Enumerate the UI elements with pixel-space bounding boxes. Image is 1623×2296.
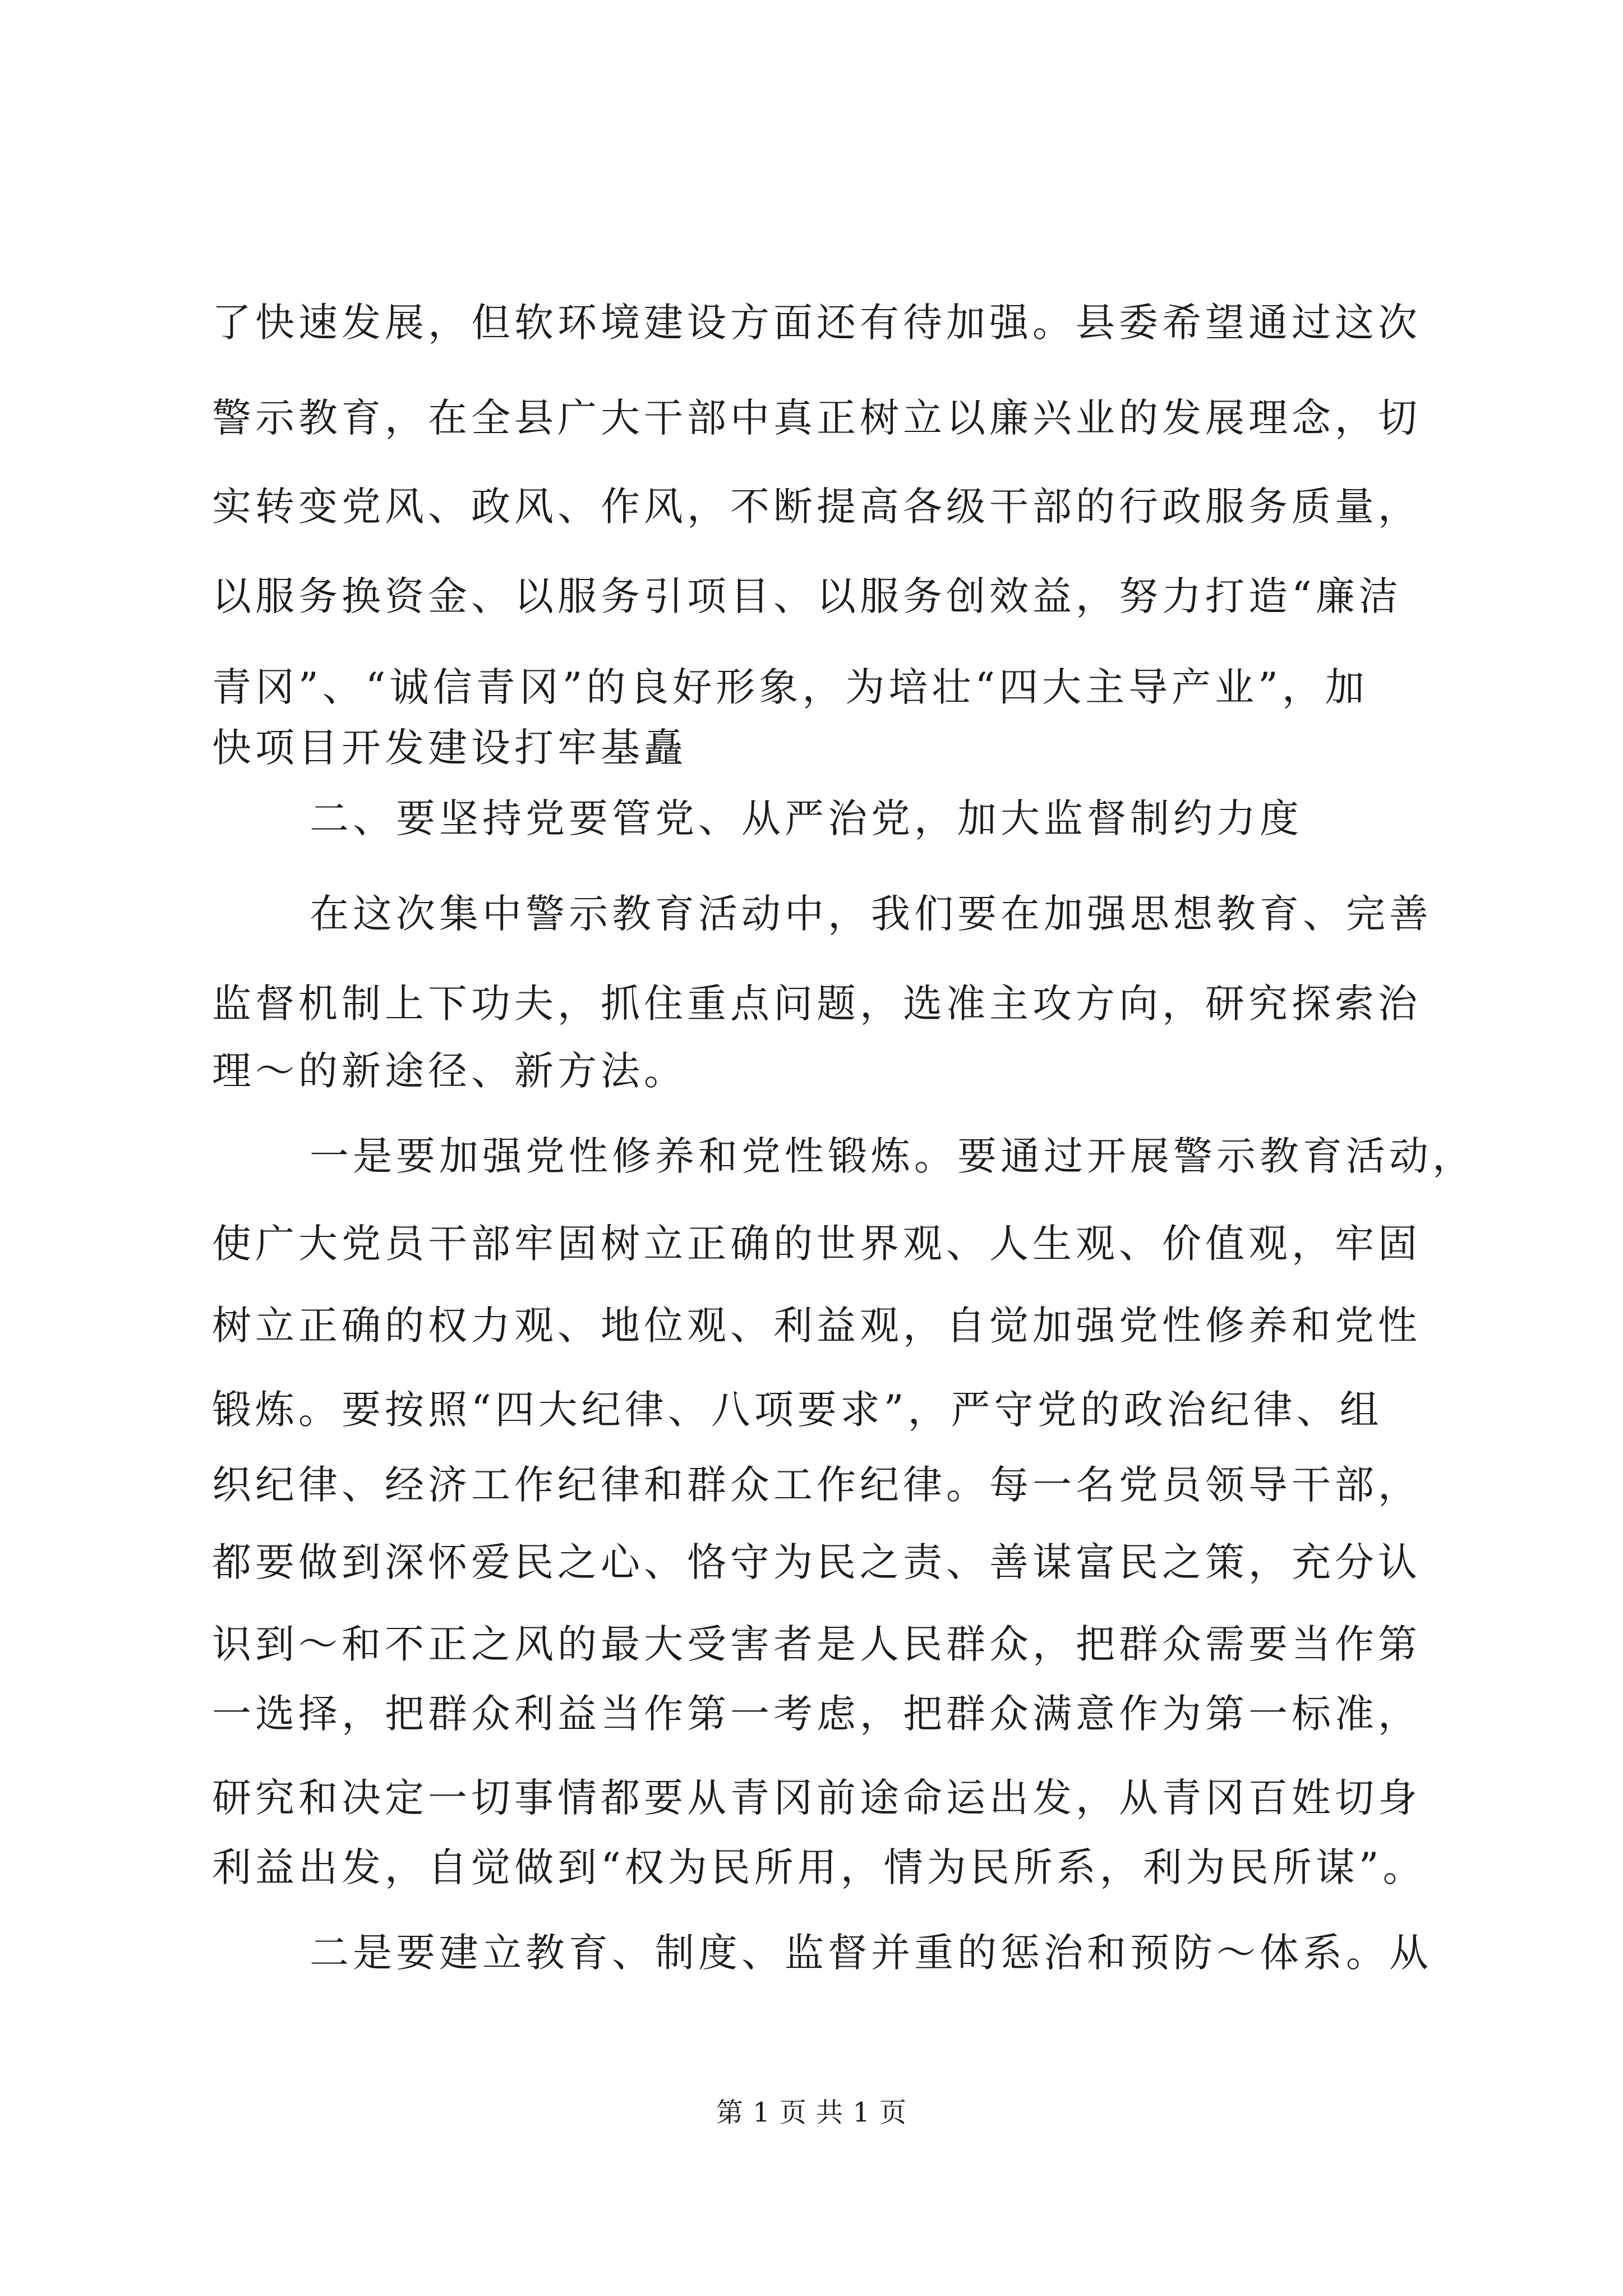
text-line-11: 一是要加强党性修养和党性锻炼。要通过开展警示教育活动， [310, 1133, 1476, 1179]
text-line-9: 监督机制上下功夫，抓住重点问题，选准主攻方向，研究探索治 [212, 981, 1421, 1027]
text-line-17: 识到～和不正之风的最大受害者是人民群众，把群众需要当作第 [212, 1621, 1421, 1667]
text-line-16: 都要做到深怀爱民之心、恪守为民之责、善谋富民之策，充分认 [212, 1539, 1421, 1585]
text-line-6: 快项目开发建设打牢基矗 [212, 725, 687, 771]
text-line-5: 青冈”、“诚信青冈”的良好形象，为培壮“四大主导产业”，加 [212, 664, 1368, 710]
text-line-15: 织纪律、经济工作纪律和群众工作纪律。每一名党员领导干部， [212, 1462, 1421, 1508]
text-line-18: 一选择，把群众利益当作第一考虑，把群众满意作为第一标准， [212, 1691, 1421, 1737]
text-line-3: 实转变党风、政风、作风，不断提高各级干部的行政服务质量， [212, 484, 1421, 530]
text-line-10: 理～的新途径、新方法。 [212, 1048, 687, 1094]
text-line-20: 利益出发，自觉做到“权为民所用，情为民所系，利为民所谋”。 [212, 1844, 1426, 1890]
text-line-21: 二是要建立教育、制度、监督并重的惩治和预防～体系。从 [310, 1930, 1432, 1976]
text-line-13: 树立正确的权力观、地位观、利益观，自觉加强党性修养和党性 [212, 1303, 1421, 1349]
text-line-4: 以服务换资金、以服务引项目、以服务创效益，努力打造“廉洁 [212, 573, 1402, 619]
text-line-14: 锻炼。要按照“四大纪律、八项要求”，严守党的政治纪律、组 [212, 1387, 1383, 1433]
text-line-1: 了快速发展，但软环境建设方面还有待加强。县委希望通过这次 [212, 300, 1421, 346]
section-heading: 二、要坚持党要管党、从严治党，加大监督制约力度 [310, 795, 1303, 841]
text-line-2: 警示教育，在全县广大干部中真正树立以廉兴业的发展理念，切 [212, 395, 1421, 441]
text-line-12: 使广大党员干部牢固树立正确的世界观、人生观、价值观，牢固 [212, 1221, 1421, 1267]
page-footer: 第 1 页 共 1 页 [716, 2097, 907, 2128]
text-line-19: 研究和决定一切事情都要从青冈前途命运出发，从青冈百姓切身 [212, 1775, 1421, 1821]
text-line-8: 在这次集中警示教育活动中，我们要在加强思想教育、完善 [310, 891, 1432, 937]
